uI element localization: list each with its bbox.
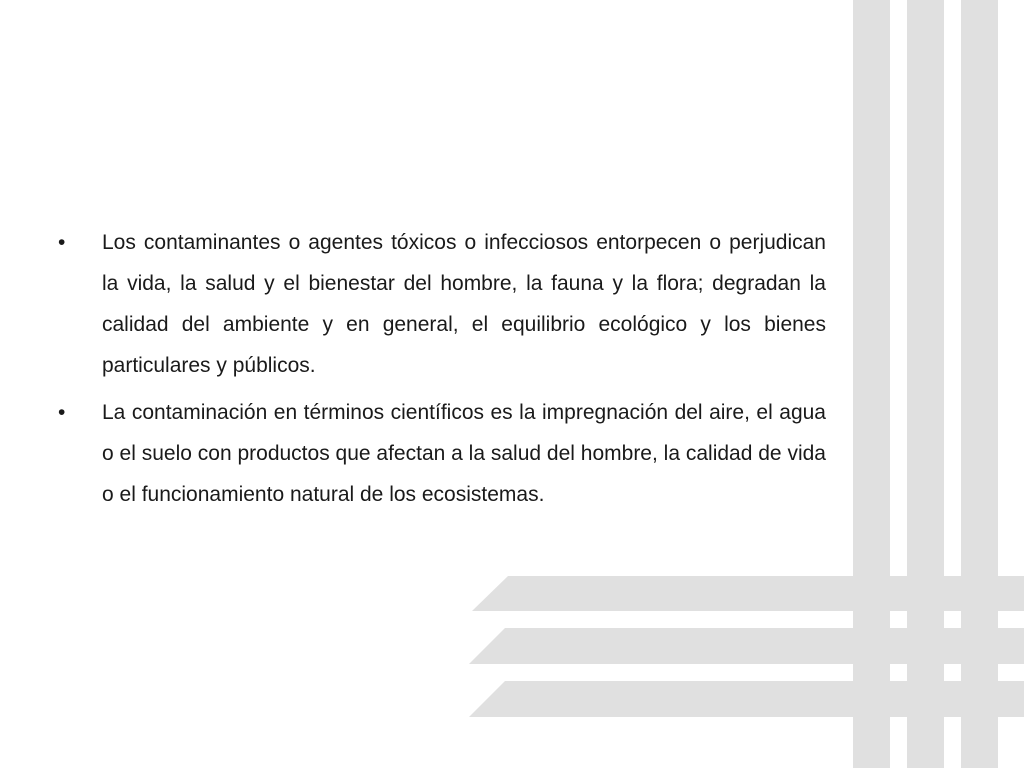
bullet-list <box>58 222 826 521</box>
diagonal-band <box>469 628 1024 664</box>
bullet-icon: • <box>58 231 66 254</box>
bullet-text: Los contaminantes o agentes tóxicos o infecciosos entorpecen o perjudican la vida, la salud y el bienestar del hombre, la fauna y la flora; degradan la calidad del ambiente y en general, el equilibrio ecológico y los bienes particulares y públicos. <box>102 231 826 377</box>
bullet-icon: • <box>58 401 66 424</box>
diagonal-band <box>472 576 1024 611</box>
bullet-item <box>58 222 826 386</box>
bullet-item <box>58 392 826 515</box>
diagonal-band <box>469 681 1024 717</box>
bullet-text: La contaminación en términos científicos es la impregnación del aire, el agua o el suelo con productos que afectan a la salud del hombre, la calidad de vida o el funcionamiento natural de los ecosistemas. <box>102 401 826 506</box>
